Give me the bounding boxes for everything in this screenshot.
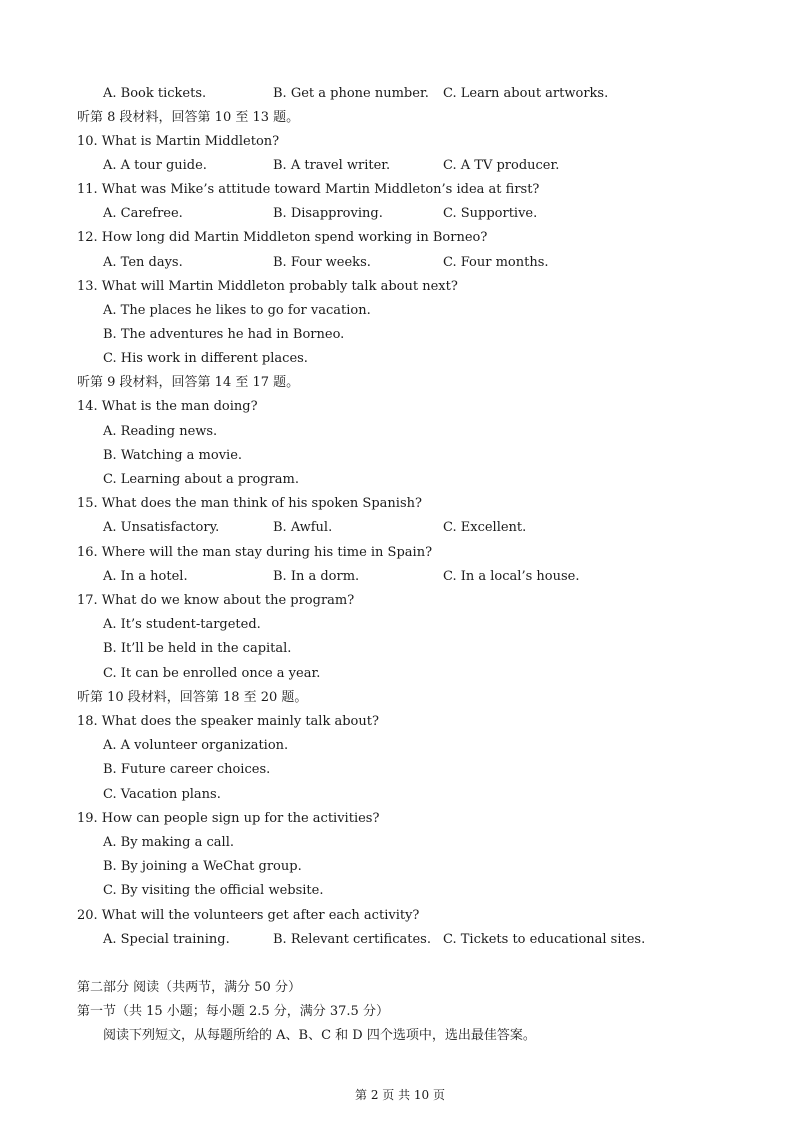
q10-option-b: B. A travel writer. [273,158,391,173]
q19-option-b: B. By joining a WeChat group. [103,859,302,874]
question-11: 11. What was Mike’s attitude toward Martin Middleton’s idea at first? [77,182,540,197]
option-b: B. Get a phone number. [273,86,429,101]
q11-option-b: B. Disapproving. [273,206,383,221]
q12-option-b: B. Four weeks. [273,255,371,270]
part2-section-heading: 第一节（共 15 小题；每小题 2.5 分，满分 37.5 分） [77,1004,389,1019]
q17-option-c: C. It can be enrolled once a year. [103,666,321,681]
q16-option-a: A. In a hotel. [103,569,188,584]
q18-option-a: A. A volunteer organization. [103,738,289,753]
question-14: 14. What is the man doing? [77,399,258,414]
q16-option-b: B. In a dorm. [273,569,360,584]
option-a: A. Book tickets. [103,86,207,101]
q14-option-c: C. Learning about a program. [103,472,300,487]
q20-option-c: C. Tickets to educational sites. [443,932,646,947]
part2-instructions: 阅读下列短文，从每题所给的 A、B、C 和 D 四个选项中，选出最佳答案。 [103,1028,536,1043]
question-20: 20. What will the volunteers get after each activity? [77,908,420,923]
q13-option-b: B. The adventures he had in Borneo. [103,327,345,342]
q15-option-c: C. Excellent. [443,520,527,535]
q18-option-b: B. Future career choices. [103,762,271,777]
section-heading: 听第 10 段材料，回答第 18 至 20 题。 [77,690,308,705]
section-heading: 听第 8 段材料，回答第 10 至 13 题。 [77,110,300,125]
question-19: 19. How can people sign up for the activities? [77,811,380,826]
q15-option-b: B. Awful. [273,520,333,535]
q14-option-a: A. Reading news. [103,424,218,439]
q10-option-c: C. A TV producer. [443,158,560,173]
q10-option-a: A. A tour guide. [103,158,207,173]
q18-option-c: C. Vacation plans. [103,787,221,802]
part2-title: 第二部分 阅读（共两节，满分 50 分） [77,980,301,995]
q13-option-c: C. His work in different places. [103,351,308,366]
q20-option-b: B. Relevant certificates. [273,932,431,947]
question-18: 18. What does the speaker mainly talk about? [77,714,379,729]
q17-option-b: B. It’ll be held in the capital. [103,641,292,656]
q13-option-a: A. The places he likes to go for vacation. [103,303,371,318]
q15-option-a: A. Unsatisfactory. [103,520,220,535]
q16-option-c: C. In a local’s house. [443,569,580,584]
q20-option-a: A. Special training. [103,932,230,947]
question-12: 12. How long did Martin Middleton spend working in Borneo? [77,230,488,245]
q11-option-a: A. Carefree. [103,206,183,221]
q11-option-c: C. Supportive. [443,206,538,221]
q12-option-a: A. Ten days. [103,255,183,270]
q12-option-c: C. Four months. [443,255,549,270]
question-15: 15. What does the man think of his spoken Spanish? [77,496,422,511]
q17-option-a: A. It’s student-targeted. [103,617,261,632]
question-13: 13. What will Martin Middleton probably talk about next? [77,279,458,294]
question-17: 17. What do we know about the program? [77,593,355,608]
question-16: 16. Where will the man stay during his time in Spain? [77,545,433,560]
q19-option-a: A. By making a call. [103,835,234,850]
page-footer: 第 2 页 共 10 页 [355,1088,445,1102]
option-c: C. Learn about artworks. [443,86,609,101]
section-heading: 听第 9 段材料，回答第 14 至 17 题。 [77,375,300,390]
question-10: 10. What is Martin Middleton? [77,134,280,149]
q14-option-b: B. Watching a movie. [103,448,243,463]
q19-option-c: C. By visiting the official website. [103,883,324,898]
